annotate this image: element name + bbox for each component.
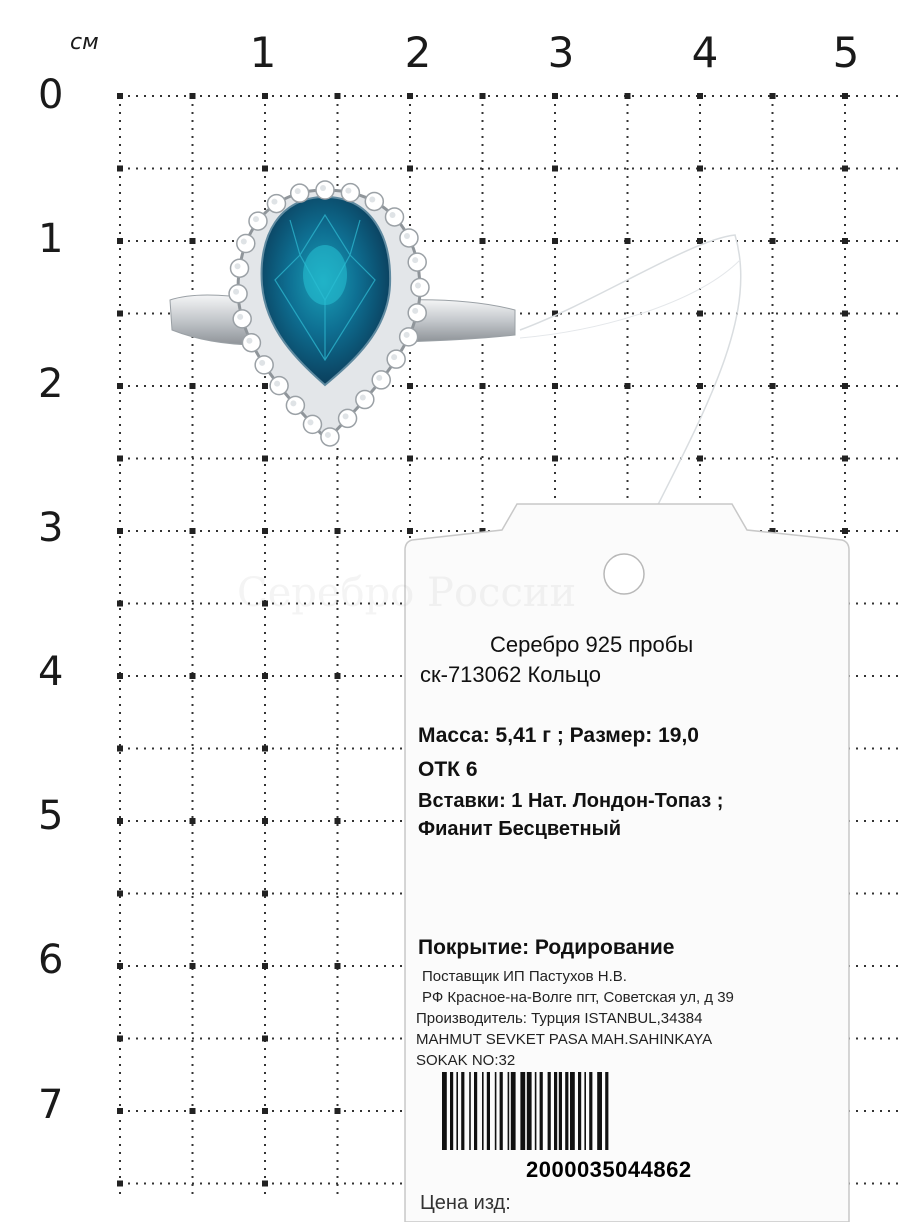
- left-tick-3: 3: [38, 505, 64, 551]
- mass-size: Масса: 5,41 г ; Размер: 19,0: [418, 724, 699, 747]
- top-tick-1: 1: [249, 28, 277, 77]
- top-tick-2: 2: [404, 28, 432, 77]
- left-tick-1: 1: [38, 216, 64, 262]
- left-tick-2: 2: [38, 361, 64, 407]
- left-tick-0: 0: [38, 72, 64, 118]
- brand-watermark: Серебро России: [237, 570, 577, 616]
- left-tick-5: 5: [38, 793, 64, 839]
- otk: ОТК 6: [418, 758, 478, 781]
- barcode: [442, 1072, 802, 1152]
- top-tick-4: 4: [691, 28, 719, 77]
- manufacturer-line-1: Производитель: Турция ISTANBUL,34384: [416, 1010, 703, 1027]
- supplier-line-1: Поставщик ИП Пастухов Н.В.: [422, 968, 627, 985]
- coating: Покрытие: Родирование: [418, 936, 675, 959]
- article-line: ск-713062 Кольцо: [420, 662, 601, 687]
- top-tick-3: 3: [547, 28, 575, 77]
- inserts-line-2: Фианит Бесцветный: [418, 818, 622, 840]
- unit-label: см: [70, 30, 99, 55]
- left-tick-4: 4: [38, 649, 64, 695]
- top-tick-5: 5: [832, 28, 860, 77]
- left-tick-7: 7: [38, 1082, 64, 1128]
- left-tick-6: 6: [38, 937, 64, 983]
- barcode-number: 2000035044862: [526, 1157, 692, 1182]
- manufacturer-line-2: MAHMUT SEVKET PASA MAH.SAHINKAYA: [416, 1031, 713, 1048]
- price-label: Цена изд:: [420, 1192, 511, 1214]
- supplier-line-2: РФ Красное-на-Волге пгт, Советская ул, д 39: [422, 989, 734, 1006]
- price-tag: [237, 502, 850, 1222]
- manufacturer-line-3: SOKAK NO:32: [416, 1052, 516, 1068]
- inserts-line-1: Вставки: 1 Нат. Лондон-Топаз ;: [418, 790, 724, 812]
- material-line: Серебро 925 пробы: [490, 632, 694, 657]
